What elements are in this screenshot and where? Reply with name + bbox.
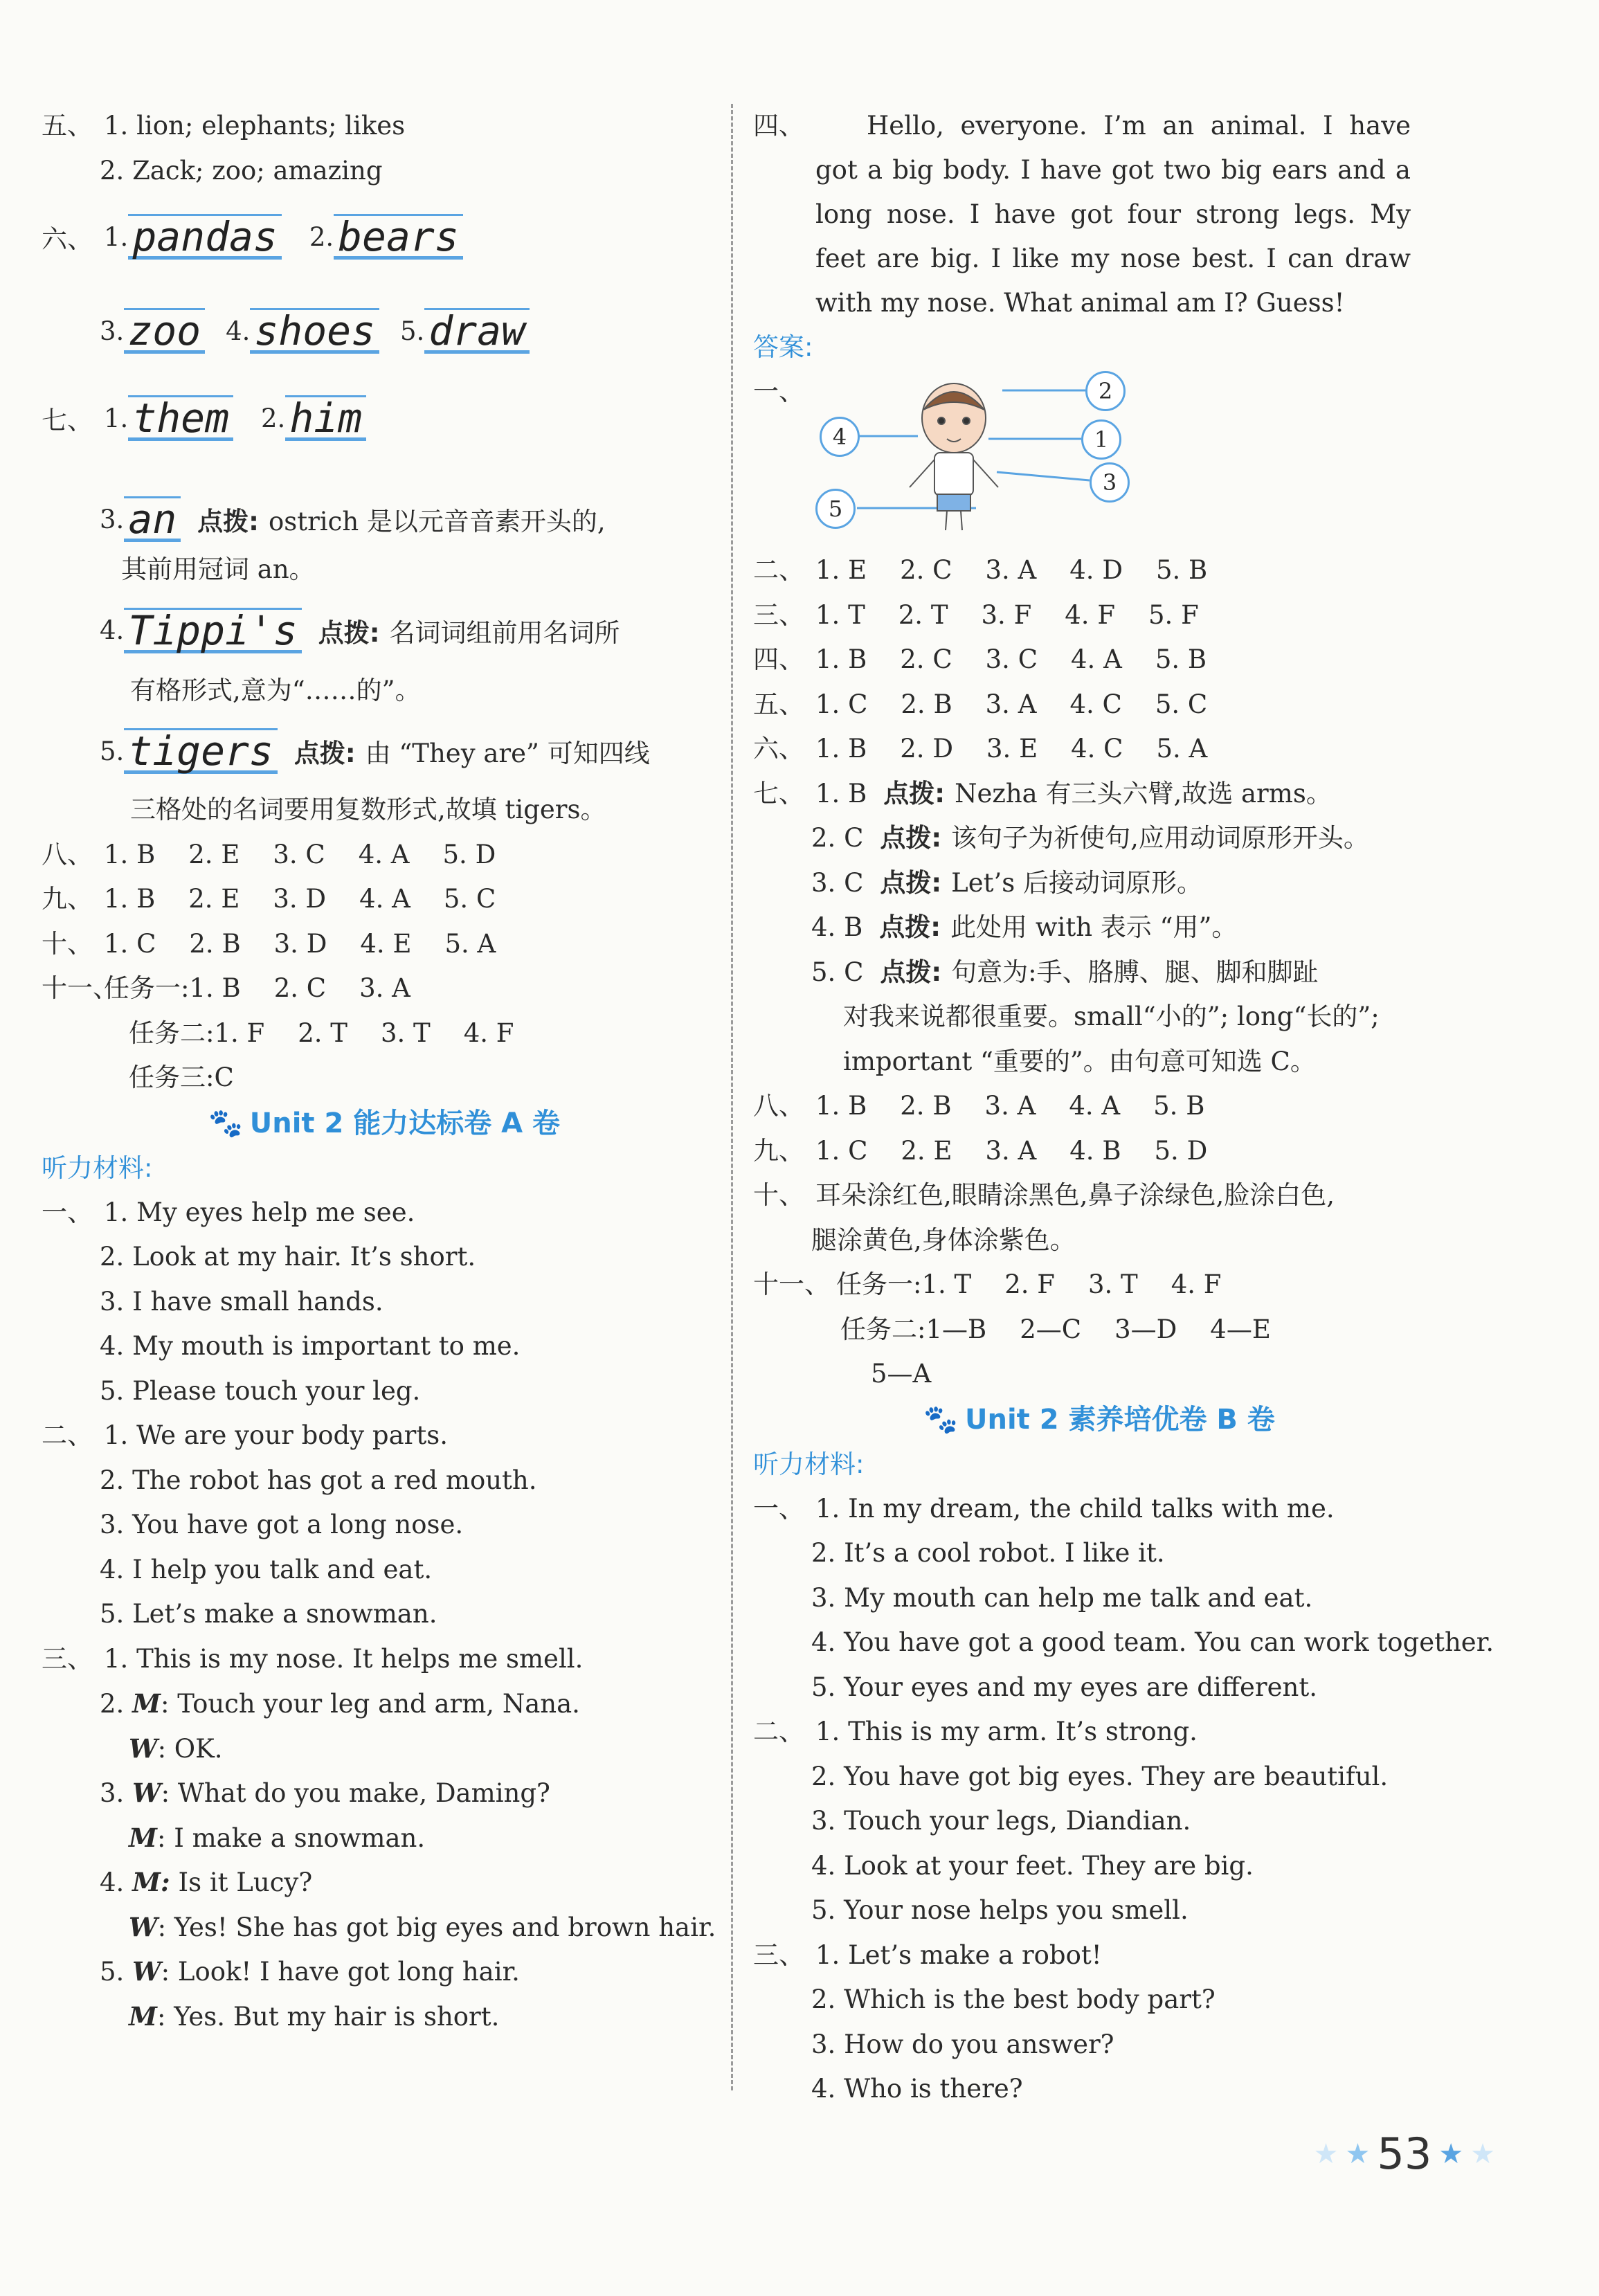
dialog-line: 2. M: Touch your leg and arm, Nana. bbox=[100, 1688, 580, 1719]
section-header-b: 🐾 Unit 2 素养培优卷 B 卷 bbox=[753, 1397, 1445, 1443]
star-icon: ★ bbox=[1438, 2137, 1464, 2170]
list-item: 5. Your eyes and my eyes are different. bbox=[811, 1672, 1317, 1702]
sec10-answers: 十、 1. C 2. B 3. D 4. E 5. A bbox=[42, 928, 496, 959]
list-item: 4. My mouth is important to me. bbox=[100, 1331, 521, 1361]
list-item: 4. Who is there? bbox=[811, 2074, 1023, 2104]
listening-label: 听力材料: bbox=[42, 1152, 153, 1183]
handwritten-answer: pandas bbox=[128, 214, 282, 260]
list-item: 5. Your nose helps you smell. bbox=[811, 1895, 1189, 1925]
callout-circle: 3 bbox=[1090, 462, 1130, 503]
dialog-line: 4. M: Is it Lucy? bbox=[100, 1867, 313, 1897]
list-item: 3. How do you answer? bbox=[811, 2029, 1114, 2059]
answer-label: 答案: bbox=[753, 332, 813, 362]
sec11-task2: 任务二:1. F 2. T 3. T 4. F bbox=[129, 1018, 514, 1048]
handwritten-answer: tigers bbox=[124, 728, 278, 774]
dialog-line: 5. W: Look! I have got long hair. bbox=[100, 1956, 520, 1987]
list-item: 4. You have got a good team. You can work together. bbox=[811, 1627, 1494, 1657]
list-item: 三、 1. Let’s make a robot! bbox=[753, 1940, 1102, 1970]
handwritten-answer: him bbox=[285, 395, 366, 441]
a7-item: 3. C 点拨: Let’s 后接动词原形。 bbox=[811, 867, 1203, 898]
a1-diagram: 一、 2 4 1 3 5 bbox=[753, 370, 1445, 548]
a7-item: 4. B 点拨: 此处用 with 表示 “用”。 bbox=[811, 912, 1238, 942]
sec7-row3: 3. an 点拨: ostrich 是以元音音素开头的, bbox=[100, 496, 606, 543]
a4-answers: 四、 1. B 2. C 3. C 4. A 5. B bbox=[753, 644, 1207, 674]
list-item: 2. It’s a cool robot. I like it. bbox=[811, 1538, 1165, 1568]
sec7-row5: 5. tigers 点拨: 由 “They are” 可知四线 bbox=[100, 727, 650, 775]
right-column bbox=[753, 104, 1494, 2112]
handwritten-answer: Tippi's bbox=[124, 608, 301, 653]
sec6-row2: 3. zoo 4. shoes 5. draw bbox=[42, 287, 727, 381]
handwritten-answer: draw bbox=[424, 308, 530, 354]
star-icon: ★ bbox=[1313, 2137, 1339, 2170]
a11-task2: 任务二:1—B 2—C 3—D 4—E bbox=[840, 1314, 1271, 1344]
paw-icon: 🐾 bbox=[923, 1403, 958, 1436]
sec4-passage: 四、 Hello, everyone. I’m an animal. I have got a big body. I have got two big ears and a long nose. I have got four strong legs. My feet are big. I like my nose best. I can draw with my nose. What animal am I? Guess! bbox=[753, 111, 1411, 318]
a7-item-cont: 对我来说都很重要。small“小的”; long“长的”; bbox=[843, 1002, 1380, 1031]
sec7-row4: 4. Tippi's 点拨: 名词词组前用名词所 bbox=[100, 606, 620, 654]
list-item: 2. Look at my hair. It’s short. bbox=[100, 1242, 476, 1272]
star-icon: ★ bbox=[1470, 2137, 1495, 2170]
star-icon: ★ bbox=[1345, 2137, 1371, 2170]
sec8-answers: 八、 1. B 2. E 3. C 4. A 5. D bbox=[42, 839, 496, 869]
handwritten-answer: bears bbox=[334, 214, 463, 260]
a11-task2-cont: 5—A bbox=[871, 1359, 932, 1389]
sec7-row4b: 有格形式,意为“……的”。 bbox=[130, 675, 421, 705]
list-item: 3. You have got a long nose. bbox=[100, 1510, 464, 1539]
a5-answers: 五、 1. C 2. B 3. A 4. C 5. C bbox=[753, 689, 1208, 719]
listening-label: 听力材料: bbox=[753, 1449, 865, 1479]
a11-task1: 十一、 任务一:1. T 2. F 3. T 4. F bbox=[753, 1269, 1222, 1299]
a3-answers: 三、 1. T 2. T 3. F 4. F 5. F bbox=[753, 599, 1199, 630]
left-column bbox=[42, 104, 727, 2039]
handwritten-answer: zoo bbox=[124, 308, 205, 354]
list-item: 3. Touch your legs, Diandian. bbox=[811, 1806, 1191, 1836]
dialog-line: M: Yes. But my hair is short. bbox=[129, 2000, 500, 2032]
sec7-row1: 七、 1. them 2. him bbox=[42, 381, 727, 476]
a10-line2: 腿涂黄色,身体涂紫色。 bbox=[811, 1224, 1076, 1255]
sec5-line2: 2. Zack; zoo; amazing bbox=[100, 155, 383, 186]
list-item: 一、 1. My eyes help me see. bbox=[42, 1197, 415, 1227]
a10-line1: 十、 耳朵涂红色,眼睛涂黑色,鼻子涂绿色,脸涂白色, bbox=[753, 1180, 1335, 1210]
sec6-row1: 六、 1. pandas 2. bears bbox=[42, 193, 727, 287]
page-number: ★ ★ 53 ★ ★ bbox=[1313, 2128, 1495, 2179]
paw-icon: 🐾 bbox=[208, 1107, 243, 1139]
sec7-row5b: 三格处的名词要用复数形式,故填 tigers。 bbox=[130, 795, 606, 824]
a7-item: 5. C 点拨: 句意为:手、胳膊、腿、脚和脚趾 bbox=[811, 957, 1319, 987]
list-item: 4. Look at your feet. They are big. bbox=[811, 1850, 1254, 1881]
a7-item: 2. C 点拨: 该句子为祈使句,应用动词原形开头。 bbox=[811, 823, 1369, 853]
list-item: 2. The robot has got a red mouth. bbox=[100, 1465, 537, 1495]
callout-circle: 4 bbox=[820, 417, 860, 457]
column-divider bbox=[731, 104, 733, 2090]
sec11-task1: 十一、任务一:1. B 2. C 3. A bbox=[42, 973, 410, 1003]
list-item: 3. I have small hands. bbox=[100, 1286, 383, 1317]
list-item: 2. Which is the best body part? bbox=[811, 1985, 1216, 2014]
a7-item-cont: important “重要的”。由句意可知选 C。 bbox=[843, 1046, 1316, 1076]
handwritten-answer: shoes bbox=[250, 308, 379, 354]
dialog-line: M: I make a snowman. bbox=[129, 1822, 426, 1853]
a8-answers: 八、 1. B 2. B 3. A 4. A 5. B bbox=[753, 1091, 1205, 1121]
a7-item: 七、 1. B 点拨: Nezha 有三头六臂,故选 arms。 bbox=[753, 778, 1332, 808]
dialog-line: W: OK. bbox=[129, 1733, 223, 1764]
list-item: 二、 1. This is my arm. It’s strong. bbox=[753, 1717, 1198, 1746]
list-item: 5. Please touch your leg. bbox=[100, 1375, 421, 1406]
dialog-line: W: Yes! She has got big eyes and brown hair. bbox=[129, 1911, 716, 1942]
a9-answers: 九、 1. C 2. E 3. A 4. B 5. D bbox=[753, 1135, 1208, 1166]
a2-answers: 二、 1. E 2. C 3. A 4. D 5. B bbox=[753, 555, 1208, 585]
handwritten-answer: an bbox=[124, 496, 181, 542]
callout-circle: 2 bbox=[1085, 371, 1126, 411]
callout-circle: 5 bbox=[815, 489, 856, 529]
dialog-line: 3. W: What do you make, Daming? bbox=[100, 1778, 550, 1808]
sec9-answers: 九、 1. B 2. E 3. D 4. A 5. C bbox=[42, 884, 496, 914]
callout-circle: 1 bbox=[1081, 419, 1121, 460]
leader-line bbox=[997, 472, 1090, 480]
sec7-row3b: 其前用冠词 an。 bbox=[121, 554, 315, 584]
list-item: 2. You have got big eyes. They are beautiful. bbox=[811, 1761, 1389, 1791]
list-item: 二、 1. We are your body parts. bbox=[42, 1420, 448, 1450]
list-item: 一、 1. In my dream, the child talks with me. bbox=[753, 1493, 1335, 1524]
sec5-line1: 五、 1. lion; elephants; likes bbox=[42, 111, 406, 141]
handwritten-answer: them bbox=[128, 395, 233, 441]
list-item: 4. I help you talk and eat. bbox=[100, 1554, 433, 1584]
list-item: 3. My mouth can help me talk and eat. bbox=[811, 1582, 1313, 1613]
a6-answers: 六、 1. B 2. D 3. E 4. C 5. A bbox=[753, 734, 1208, 763]
section-header-a: 🐾 Unit 2 能力达标卷 A 卷 bbox=[42, 1101, 727, 1146]
list-item: 三、 1. This is my nose. It helps me smell. bbox=[42, 1643, 584, 1674]
sec11-task3: 任务三:C bbox=[129, 1063, 234, 1092]
list-item: 5. Let’s make a snowman. bbox=[100, 1599, 437, 1629]
